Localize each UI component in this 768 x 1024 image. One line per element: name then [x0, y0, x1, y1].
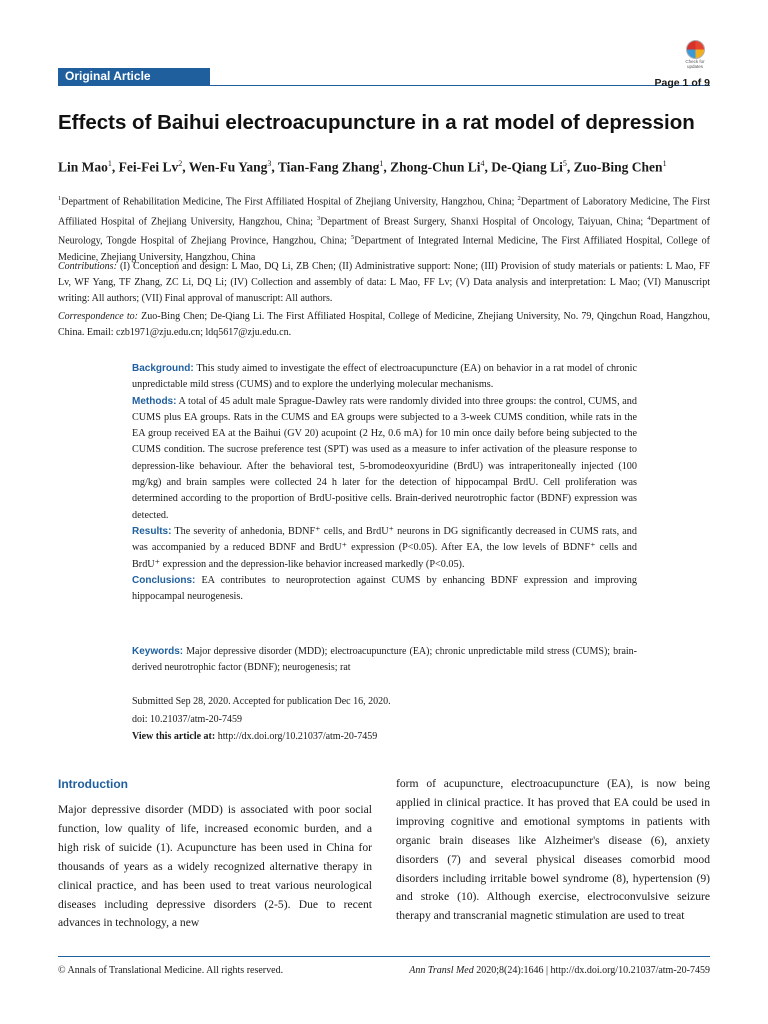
abstract-background	[132, 361, 637, 394]
conclusions-text: EA contributes to neuroprotection against CUMS by enhancing BDNF expression and improving hippocampal neurogenesis.	[132, 574, 637, 603]
affil-sup: 4	[647, 214, 651, 222]
abstract-results	[132, 524, 637, 573]
check-updates-icon	[686, 40, 705, 59]
check-for-updates-badge[interactable]	[678, 40, 712, 72]
author-name: Wen-Fu Yang	[188, 159, 268, 175]
abstract-conclusions	[132, 573, 637, 606]
background-heading: Background:	[132, 363, 194, 374]
background-text: This study aimed to investigate the effect of electroacupuncture (EA) on behavior in a rat model of chronic unpredictable mild stress (CUMS) and to explore the underlying molecular mechanisms.	[132, 363, 637, 391]
view-article	[132, 728, 637, 746]
affiliation: Department of Breast Surgery, Shanxi Hospital of Oncology, Taiyuan, China;	[320, 215, 648, 227]
abstract-methods	[132, 394, 637, 524]
view-label: View this article at:	[132, 731, 216, 742]
author-sup: 3	[267, 159, 272, 168]
keywords	[132, 644, 637, 677]
affiliations	[58, 191, 710, 266]
article-type-banner: Original Article	[58, 68, 210, 85]
results-text: The severity of anhedonia, BDNF⁺ cells, and BrdU⁺ neurons in DG significantly decreased in CUMS rats, and was accompanied by a reduced BDNF and BrdU⁺ expression (P<0.05). After EA, the low levels of BDNF⁺ cells and BrdU⁺ expression and the depression-like behavior increased markedly (P<0.05).	[132, 525, 637, 570]
contributions	[58, 259, 710, 308]
author-name: Lin Mao	[58, 159, 108, 175]
affil-sup: 5	[350, 234, 355, 242]
submission-info	[132, 693, 637, 746]
author-name: De-Qiang Li	[491, 159, 563, 175]
affil-sup: 3	[316, 214, 321, 222]
affiliation: Department of Neurology, Tongde Hospital of Zhejiang Province, Hangzhou, China;	[58, 215, 710, 247]
results-heading: Results:	[132, 525, 172, 537]
badge-line-2: updates	[686, 64, 703, 69]
journal-name: Ann Transl Med	[409, 965, 474, 976]
author-sup: 4	[480, 159, 485, 168]
affiliation: Department of Rehabilitation Medicine, The First Affiliated Hospital of Zhejiang University, Hangzhou, China;	[61, 196, 518, 208]
conclusions-heading: Conclusions:	[132, 574, 196, 586]
correspondence-label: Correspondence to:	[58, 311, 139, 322]
author-sup: 1	[662, 159, 667, 168]
author-list: Lin Mao$^1$, Fei-Fei Lv$^2$, Wen-Fu Yang$^3$, Tian-Fang Zhang$^1$, Zhong-Chun Li$^4$, De-Qiang Li$^5$, Zuo-Bing Chen$^1$	[58, 159, 667, 175]
affiliation: Department of Integrated Internal Medicine, The First Affiliated Hospital, College of Medicine, Zhejiang University, Hangzhou, China	[58, 235, 710, 263]
methods-text: A total of 45 adult male Sprague-Dawley rats were randomly divided into three groups: the control, CUMS, and CUMS plus EA groups. Rats in the CUMS and EA groups were subjected to a 3-week CUMS condition, while rats in the EA group received EA at the Baihui (GV 20) acupoint (2 Hz, 0.6 mA) for 10 min once daily before being subjected to the CUMS condition. The sucrose preference test (SPT) was used as a measure to infer activation of the pleasure response to depression-like behaviour. After the behavioral test, 5-bromodeoxyuridine (BrdU) was intraperitoneally injected (100 mg/kg) and brain samples were collected 24 h later for the detection of hippocampal BrdU. Cell proliferation was determined according to the proportion of BrdU-positive cells. Brain-derived neurotrophic factor (BDNF) expression was detected.	[132, 395, 637, 521]
contributions-text: (I) Conception and design: L Mao, DQ Li, ZB Chen; (II) Administrative support: None; (III) Provision of study materials or patients: L Mao, FF Lv, WF Yang, TF Zhang, ZC Li, DQ Li; (IV) Collection and assembly of data: L Mao, FF Lv; (V) Data analysis and interpretation: L Mao; (VI) Manuscript writing: All authors; (VII) Final approval of manuscript: All authors.	[58, 261, 710, 305]
author-name: Tian-Fang Zhang	[277, 159, 380, 175]
keywords-text: Major depressive disorder (MDD); electroacupuncture (EA); chronic unpredictable mild stress (CUMS); brain-derived neurotrophic factor (BDNF); neurogenesis; rat	[132, 646, 637, 674]
doi: doi: 10.21037/atm-20-7459	[132, 713, 242, 725]
badge-line-1: Check for	[685, 59, 705, 64]
author-name: Zuo-Bing Chen	[573, 159, 663, 175]
paper-title: Effects of Baihui electroacupuncture in a rat model of depression	[58, 111, 695, 134]
submission-dates: Submitted Sep 28, 2020. Accepted for publication Dec 16, 2020.	[132, 696, 391, 707]
introduction-heading: Introduction	[58, 777, 128, 791]
methods-heading: Methods:	[132, 395, 177, 407]
author-sup: 5	[562, 159, 567, 168]
footer-rule	[58, 956, 710, 957]
intro-paragraph-right: form of acupuncture, electroacupuncture (EA), is now being applied in clinical practice. It has proved that EA could be used in improving cognitive and emotional symptoms in patients with organic brain diseases like Alzheimer's disease (6), anxiety disorders (7) and several physical diseases comorbid mood disorders including irritable bowel syndrome (8), hypertension (9) and stroke (10). Although exercise, electroconvulsive seizure therapy and transcranial magnetic stimulation are used to treat	[396, 777, 710, 923]
page-number: Page 1 of 9	[654, 77, 710, 89]
author-name: Zhong-Chun Li	[390, 159, 481, 175]
affil-sup: 1	[58, 195, 62, 202]
affiliation: Department of Laboratory Medicine, The First Affiliated Hospital of Zhejiang University, Hangzhou, China;	[58, 196, 710, 227]
author-sup: 1	[379, 159, 384, 168]
header-rule	[58, 85, 710, 86]
footer-copyright: © Annals of Translational Medicine. All rights reserved.	[58, 965, 284, 976]
citation-text: 2020;8(24):1646 | http://dx.doi.org/10.21037/atm-20-7459	[473, 965, 710, 976]
intro-paragraph-left: Major depressive disorder (MDD) is associated with poor social function, low quality of life, increased economic burden, and a high risk of suicide (1). Acupuncture has been used in China for thousands of years as a widely recognized alternative therapy in clinical practice, and has been used to treat various neurological diseases including depressive disorders (2-5). Due to recent advances in technology, a new	[58, 803, 372, 930]
body-column-right	[396, 775, 710, 926]
author-name: Fei-Fei Lv	[118, 159, 179, 175]
footer-citation	[340, 965, 710, 976]
affil-sup: 2	[517, 195, 521, 202]
view-article-link[interactable]: http://dx.doi.org/10.21037/atm-20-7459	[215, 731, 378, 742]
author-sup: 1	[107, 159, 112, 168]
keywords-heading: Keywords:	[132, 646, 184, 657]
abstract	[132, 361, 637, 605]
correspondence	[58, 309, 710, 341]
correspondence-text: Zuo-Bing Chen; De-Qiang Li. The First Affiliated Hospital, College of Medicine, Zhejiang University, No. 79, Qingchun Road, Hangzhou, China. Email: czb1971@zju.edu.cn; ldq5617@zju.edu.cn.	[58, 311, 711, 339]
author-sup: 2	[178, 159, 183, 168]
contributions-label: Contributions:	[58, 261, 117, 272]
body-column-left	[58, 801, 372, 933]
